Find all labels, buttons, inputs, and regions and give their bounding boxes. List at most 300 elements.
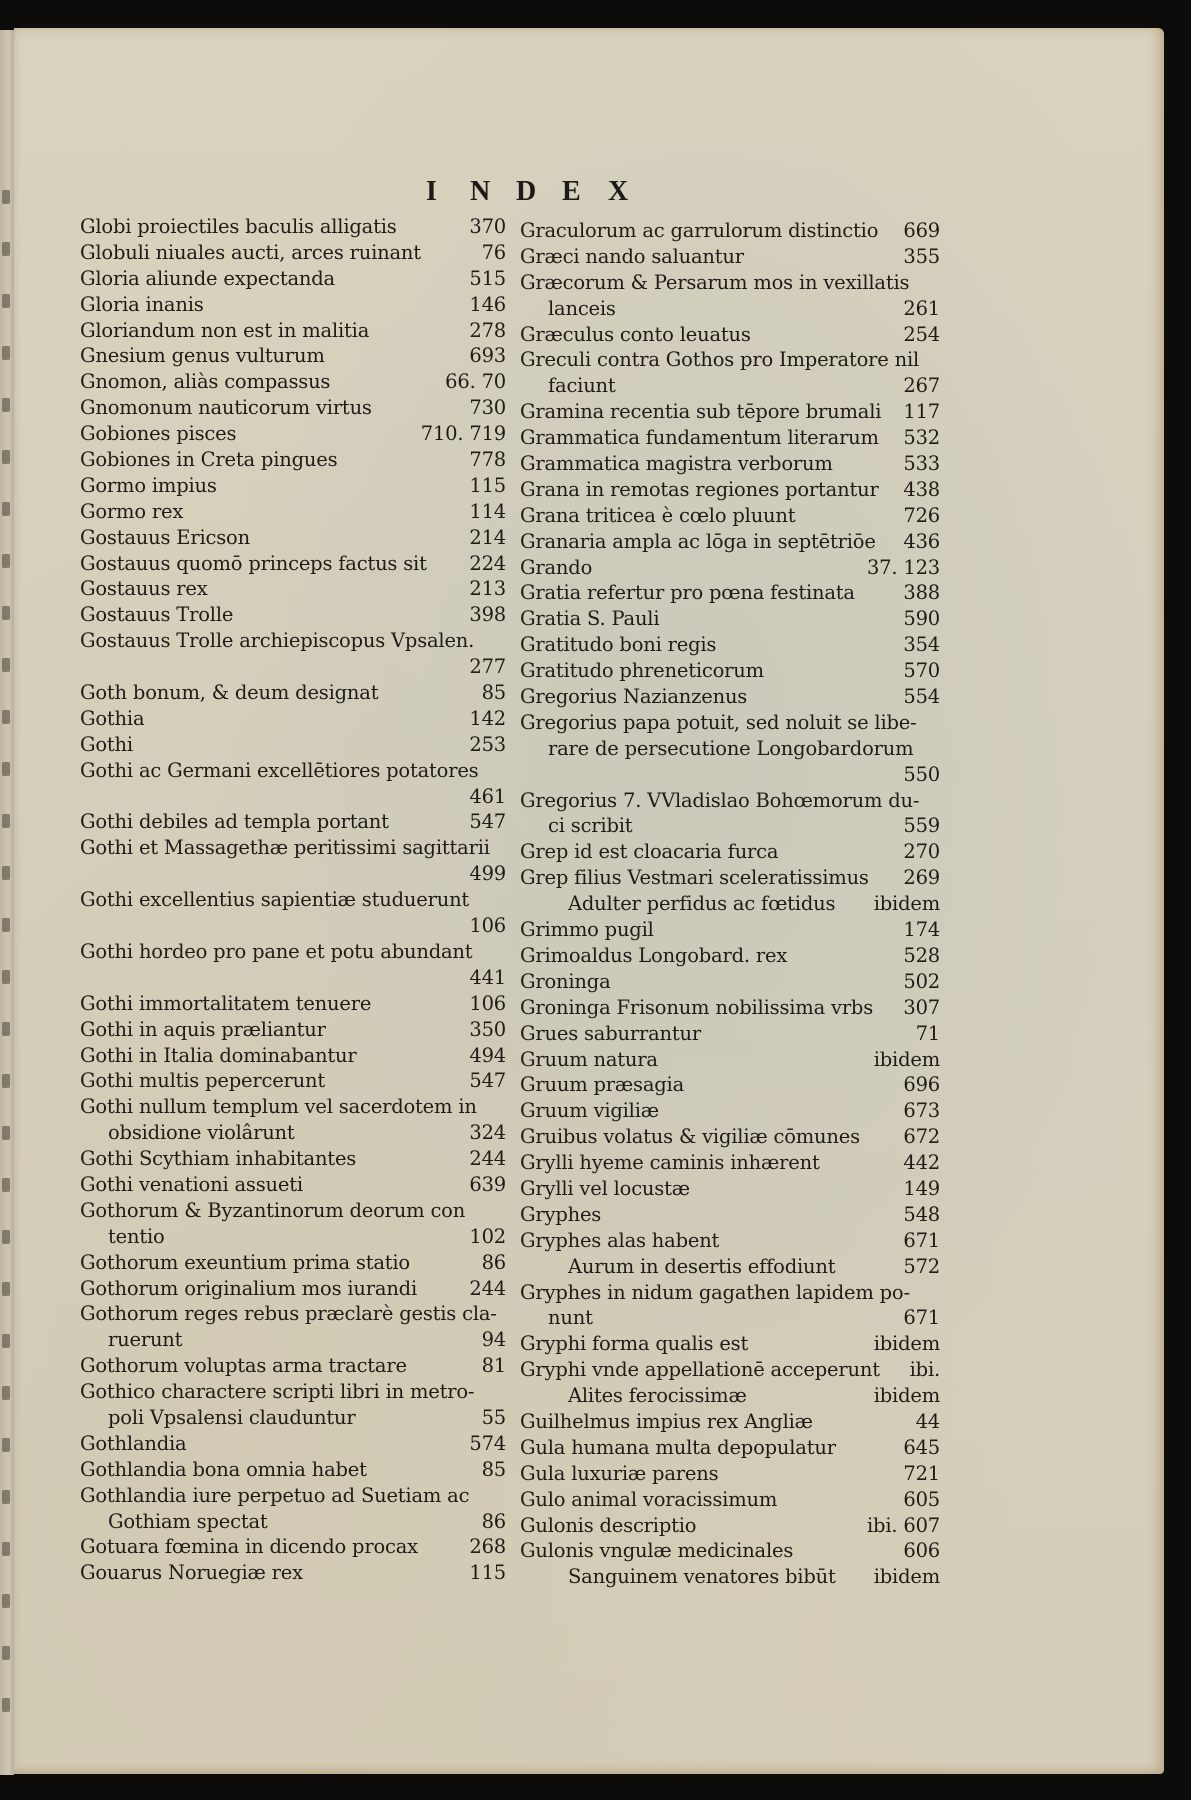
page-reference: 213: [469, 577, 506, 601]
index-entry: [80, 1120, 506, 1146]
index-term: Gothi Scythiam inhabitantes: [80, 1147, 357, 1171]
page-reference: 548: [903, 1202, 940, 1226]
index-term: Gregorius papa potuit, sed noluit se libe-: [520, 710, 917, 734]
bleed-through-mark: [2, 398, 10, 412]
page-reference: 671: [903, 1228, 940, 1252]
page-reference: 605: [903, 1487, 940, 1511]
bleed-through-mark: [2, 1230, 10, 1244]
page-reference: 673: [903, 1099, 940, 1123]
page-reference: 86: [481, 1509, 506, 1533]
index-term: ci scribit: [548, 814, 633, 838]
page-reference: 354: [903, 633, 940, 657]
index-term: Grammatica magistra verborum: [520, 452, 833, 476]
index-term: Gratitudo boni regis: [520, 633, 717, 657]
bleed-through-mark: [2, 1698, 10, 1712]
index-entry: [520, 1513, 940, 1539]
bleed-through-mark: [2, 1126, 10, 1140]
index-entry: [80, 369, 506, 395]
index-column-right: [520, 218, 940, 1590]
index-entry: [520, 270, 940, 296]
index-entry: [520, 736, 940, 762]
index-entry: [520, 969, 940, 995]
index-entry: [80, 1276, 506, 1302]
index-term: Gothlandia bona omnia habet: [80, 1457, 367, 1481]
index-term: Gula luxuriæ parens: [520, 1461, 719, 1485]
index-term: Gregorius Nazianzenus: [520, 685, 748, 709]
index-column-left: [80, 214, 506, 1586]
index-term: Globuli niuales aucti, arces ruinant: [80, 240, 421, 264]
page-reference: 355: [903, 244, 940, 268]
index-term: Gothi immortalitatem tenuere: [80, 991, 372, 1015]
index-entry: [80, 240, 506, 266]
index-entry: [520, 684, 940, 710]
index-entry: [80, 602, 506, 628]
index-entry: [80, 1353, 506, 1379]
index-entry-continuation: [80, 965, 506, 991]
index-entry: [80, 887, 506, 913]
index-entry: [80, 421, 506, 447]
page-reference: 669: [903, 219, 940, 242]
page-reference: 639: [469, 1172, 506, 1196]
index-entry-continuation: [80, 913, 506, 939]
index-entry: [520, 1150, 940, 1176]
running-head-letter: D: [516, 176, 537, 207]
page-reference: 696: [903, 1073, 940, 1097]
page-reference: 224: [469, 551, 506, 575]
page-reference: 499: [469, 862, 506, 886]
index-entry: [520, 917, 940, 943]
index-entry: [80, 499, 506, 525]
index-term: Græcorum & Persarum mos in vexillatis: [520, 270, 910, 294]
index-entry: [80, 266, 506, 292]
index-entry: [80, 1017, 506, 1043]
bleed-through-mark: [2, 606, 10, 620]
page-reference: 253: [469, 732, 506, 756]
bleed-through-mark: [2, 1386, 10, 1400]
index-entry: [80, 1094, 506, 1120]
index-entry: [80, 1509, 506, 1535]
index-term: Gothi debiles ad templa portant: [80, 810, 389, 834]
page-reference: ibidem: [873, 1047, 940, 1071]
page-reference: 149: [903, 1176, 940, 1200]
index-term: Gothlandia iure perpetuo ad Suetiam ac: [80, 1483, 470, 1507]
index-term: Groninga: [520, 969, 611, 993]
index-entry: [80, 758, 506, 784]
index-entry: [520, 1176, 940, 1202]
index-term: Grylli hyeme caminis inhærent: [520, 1151, 820, 1175]
index-term: Gothi in Italia dominabantur: [80, 1043, 357, 1067]
index-entry: [80, 318, 506, 344]
index-term: Gryphes in nidum gagathen lapidem po-: [520, 1280, 910, 1304]
index-entry: [520, 529, 940, 555]
index-term: Græculus conto leuatus: [520, 322, 751, 346]
index-term: Gothorum voluptas arma tractare: [80, 1354, 407, 1378]
page-reference: ibidem: [873, 892, 940, 916]
index-term: Gostauus Trolle archiepiscopus Vpsalen.: [80, 629, 475, 653]
index-entry: [80, 1250, 506, 1276]
page-reference: 76: [481, 240, 506, 264]
index-entry: [80, 1483, 506, 1509]
page-reference: 778: [469, 448, 506, 472]
index-term: Grando: [520, 555, 593, 579]
bleed-through-mark: [2, 762, 10, 776]
page-reference: 572: [903, 1254, 940, 1278]
index-term: Aurum in desertis effodiunt: [568, 1254, 836, 1278]
index-term: Adulter perfidus ac fœtidus: [568, 892, 836, 916]
index-entry: [520, 1124, 940, 1150]
index-entry: [520, 1305, 940, 1331]
index-entry: [520, 1098, 940, 1124]
index-entry: [80, 343, 506, 369]
page-reference: 268: [469, 1535, 506, 1559]
index-entry: [80, 1560, 506, 1586]
index-term: Gruibus volatus & vigiliæ cōmunes: [520, 1125, 860, 1149]
index-entry: [520, 1409, 940, 1435]
index-entry: [80, 809, 506, 835]
index-entry: [80, 292, 506, 318]
page-reference: 515: [469, 266, 506, 290]
page-reference: 436: [903, 529, 940, 553]
index-entry: [80, 1431, 506, 1457]
page-reference: 398: [469, 603, 506, 627]
running-head-letter: N: [470, 176, 491, 207]
index-term: Gryphes: [520, 1202, 602, 1226]
index-entry: [80, 1327, 506, 1353]
page-reference: 388: [903, 581, 940, 605]
index-term: Gloria inanis: [80, 292, 204, 316]
index-term: Gnesium genus vulturum: [80, 344, 325, 368]
bleed-through-mark: [2, 502, 10, 516]
index-term: Groninga Frisonum nobilissima vrbs: [520, 995, 874, 1019]
bleed-through-mark: [2, 710, 10, 724]
page-reference: 550: [903, 762, 940, 786]
index-entry: [520, 813, 940, 839]
index-entry: [520, 995, 940, 1021]
index-entry: [520, 1021, 940, 1047]
bleed-through-mark: [2, 1542, 10, 1556]
page-reference: ibidem: [873, 1384, 940, 1408]
page-reference: 106: [469, 914, 506, 938]
index-entry: [520, 1202, 940, 1228]
page-reference: ibi. 607: [867, 1513, 940, 1537]
page-reference: 438: [903, 477, 940, 501]
index-term: Grimmo pugil: [520, 918, 654, 942]
index-entry: [80, 551, 506, 577]
bleed-through-mark: [2, 1178, 10, 1192]
page-reference: 269: [903, 866, 940, 890]
index-entry: [80, 395, 506, 421]
index-term: Globi proiectiles baculis alligatis: [80, 215, 397, 238]
index-term: Gryphi vnde appellationē acceperunt: [520, 1358, 880, 1382]
index-term: poli Vpsalensi clauduntur: [108, 1405, 356, 1429]
index-entry: [520, 1357, 940, 1383]
index-term: Gothico charactere scripti libri in metro-: [80, 1380, 475, 1404]
page-reference: 117: [903, 400, 940, 424]
index-entry: [80, 473, 506, 499]
index-entry: [520, 399, 940, 425]
bleed-through-mark: [2, 970, 10, 984]
index-entry: [520, 580, 940, 606]
page-reference: 94: [481, 1328, 506, 1352]
index-term: Grep id est cloacaria furca: [520, 840, 779, 864]
index-entry: [80, 1198, 506, 1224]
index-entry: [80, 1301, 506, 1327]
page-reference: 559: [903, 814, 940, 838]
index-term: Gryphes alas habent: [520, 1228, 720, 1252]
index-entry: [80, 1146, 506, 1172]
index-term: Gloriandum non est in malitia: [80, 318, 370, 342]
index-entry: [520, 1047, 940, 1073]
index-entry: [80, 1405, 506, 1431]
index-entry: [80, 576, 506, 602]
bleed-through-mark: [2, 1594, 10, 1608]
page-reference: 606: [903, 1539, 940, 1563]
index-term: Gothorum & Byzantinorum deorum con: [80, 1198, 466, 1222]
index-entry: [520, 1461, 940, 1487]
index-term: Gothorum originalium mos iurandi: [80, 1276, 418, 1300]
index-term: Gruum natura: [520, 1047, 658, 1071]
index-entry: [80, 991, 506, 1017]
index-term: nunt: [548, 1306, 593, 1330]
index-term: Gothi: [80, 732, 133, 756]
index-entry: [520, 296, 940, 322]
bleed-through-mark: [2, 866, 10, 880]
index-term: Gothorum reges rebus præclarè gestis cla-: [80, 1302, 497, 1326]
index-entry: [520, 1564, 940, 1590]
page-reference: 115: [469, 1561, 506, 1585]
page-reference: 441: [469, 965, 506, 989]
page-reference: 106: [469, 991, 506, 1015]
index-term: Gormo impius: [80, 473, 217, 497]
running-head-letter: X: [608, 176, 629, 207]
page-reference: 254: [903, 322, 940, 346]
page-reference: 270: [903, 840, 940, 864]
index-term: Goth bonum, & deum designat: [80, 681, 379, 705]
index-entry: [520, 555, 940, 581]
index-entry: [80, 1224, 506, 1250]
index-term: Gnomon, aliàs compassus: [80, 370, 331, 394]
index-term: Gothorum exeuntium prima statio: [80, 1250, 410, 1274]
index-entry: [80, 1172, 506, 1198]
index-entry: [80, 1379, 506, 1405]
index-entry: [520, 788, 940, 814]
bleed-through-mark: [2, 1490, 10, 1504]
index-term: Gostauus quomō princeps factus sit: [80, 551, 427, 575]
page-reference: ibidem: [873, 1565, 940, 1589]
running-head-letter: I: [426, 176, 437, 207]
index-entry: [520, 503, 940, 529]
index-entry: [520, 658, 940, 684]
page-reference: 672: [903, 1125, 940, 1149]
index-entry: [520, 1383, 940, 1409]
index-term: Gothi excellentius sapientiæ studuerunt: [80, 888, 470, 912]
bleed-through-mark: [2, 918, 10, 932]
bleed-through-mark: [2, 450, 10, 464]
page-reference: 370: [469, 215, 506, 238]
page-reference: 81: [481, 1354, 506, 1378]
index-term: Gormo rex: [80, 499, 184, 523]
page-reference: 277: [469, 655, 506, 679]
index-entry: [520, 1538, 940, 1564]
index-term: Gratia refertur pro pœna festinata: [520, 581, 855, 605]
index-term: Gothlandia: [80, 1431, 187, 1455]
page-reference: 55: [481, 1405, 506, 1429]
index-term: Gothi ac Germani excellētiores potatores: [80, 758, 479, 782]
index-term: Gruum præsagia: [520, 1073, 685, 1097]
index-entry: [80, 525, 506, 551]
index-term: ruerunt: [108, 1328, 183, 1352]
index-term: Gothi venationi assueti: [80, 1172, 303, 1196]
index-entry: [520, 477, 940, 503]
page-reference: 142: [469, 706, 506, 730]
index-entry: [520, 373, 940, 399]
index-entry: [520, 865, 940, 891]
index-entry: [80, 1457, 506, 1483]
page-reference: 86: [481, 1250, 506, 1274]
index-term: Gulonis descriptio: [520, 1513, 697, 1537]
index-entry: [520, 710, 940, 736]
page-reference: 71: [915, 1021, 940, 1045]
index-entry: [80, 835, 506, 861]
index-term: Gothi nullum templum vel sacerdotem in: [80, 1095, 477, 1119]
page-reference: 85: [481, 681, 506, 705]
page-reference: 244: [469, 1276, 506, 1300]
page-reference: 278: [469, 318, 506, 342]
index-term: Grues saburrantur: [520, 1021, 702, 1045]
bleed-through-mark: [2, 190, 10, 204]
bleed-through-mark: [2, 1334, 10, 1348]
index-term: lanceis: [548, 296, 616, 320]
index-term: Grylli vel locustæ: [520, 1176, 690, 1200]
page-reference: 267: [903, 374, 940, 398]
page-reference: 37. 123: [866, 555, 940, 579]
index-term: Gostauus Ericson: [80, 525, 250, 549]
index-entry: [80, 1534, 506, 1560]
index-entry: [520, 218, 940, 244]
bleed-through-mark: [2, 242, 10, 256]
index-entry: [520, 1280, 940, 1306]
bleed-through-mark: [2, 1022, 10, 1036]
index-term: Gostauus Trolle: [80, 603, 234, 627]
index-term: Gnomonum nauticorum virtus: [80, 396, 372, 420]
bleed-through-mark: [2, 1438, 10, 1452]
index-term: Gratitudo phreneticorum: [520, 659, 764, 683]
page-reference: 85: [481, 1457, 506, 1481]
index-entry: [80, 680, 506, 706]
index-entry: [520, 322, 940, 348]
page-reference: 244: [469, 1147, 506, 1171]
index-term: Gobiones pisces: [80, 422, 237, 446]
index-term: Gothi hordeo pro pane et potu abundant: [80, 939, 473, 963]
index-term: Gruum vigiliæ: [520, 1099, 659, 1123]
page-reference: 102: [469, 1224, 506, 1248]
index-entry: [520, 1072, 940, 1098]
page-reference: 547: [469, 810, 506, 834]
index-entry: [80, 939, 506, 965]
page-reference: 442: [903, 1151, 940, 1175]
index-term: Gothiam spectat: [108, 1509, 268, 1533]
index-entry-continuation: [520, 762, 940, 788]
page-reference: ibidem: [873, 1332, 940, 1356]
index-entry: [520, 1331, 940, 1357]
page-reference: 528: [903, 943, 940, 967]
index-entry: [80, 1043, 506, 1069]
page-reference: 574: [469, 1431, 506, 1455]
bleed-through-mark: [2, 1282, 10, 1296]
page-reference: 533: [903, 452, 940, 476]
bleed-through-mark: [2, 814, 10, 828]
index-term: tentio: [108, 1224, 165, 1248]
index-term: faciunt: [548, 374, 616, 398]
index-entry-continuation: [80, 654, 506, 680]
index-term: obsidione violârunt: [108, 1121, 295, 1145]
index-term: Gobiones in Creta pingues: [80, 448, 338, 472]
index-entry: [520, 1228, 940, 1254]
page-reference: 570: [903, 659, 940, 683]
page-reference: 261: [903, 296, 940, 320]
page-reference: 554: [903, 685, 940, 709]
index-term: Gothia: [80, 706, 145, 730]
page-reference: 502: [903, 969, 940, 993]
index-term: Greculi contra Gothos pro Imperatore nil: [520, 348, 920, 372]
page-reference: 693: [469, 344, 506, 368]
index-term: Gostauus rex: [80, 577, 208, 601]
index-entry: [520, 1435, 940, 1461]
index-term: Græci nando saluantur: [520, 244, 744, 268]
index-entry: [520, 244, 940, 270]
index-entry: [520, 451, 940, 477]
index-term: Gouarus Noruegiæ rex: [80, 1561, 303, 1585]
index-term: Gloria aliunde expectanda: [80, 266, 335, 290]
index-term: Alites ferocissimæ: [568, 1384, 747, 1408]
index-term: Granaria ampla ac lōga in septētriōe: [520, 529, 876, 553]
index-term: Sanguinem venatores bibūt: [568, 1565, 836, 1589]
index-entry: [520, 347, 940, 373]
index-entry: [80, 1068, 506, 1094]
page-reference: 350: [469, 1017, 506, 1041]
page-reference: 461: [469, 784, 506, 808]
index-term: rare de persecutione Longobardorum: [548, 736, 914, 760]
page-reference: 726: [903, 503, 940, 527]
index-term: Gramina recentia sub tēpore brumali: [520, 400, 882, 424]
page-reference: 494: [469, 1043, 506, 1067]
page-reference: ibi.: [909, 1358, 940, 1382]
index-term: Gryphi forma qualis est: [520, 1332, 749, 1356]
index-entry: [80, 732, 506, 758]
page-reference: 115: [469, 473, 506, 497]
index-entry-continuation: [80, 861, 506, 887]
index-entry: [80, 706, 506, 732]
running-head-letter: E: [562, 176, 581, 207]
bleed-through-mark: [2, 658, 10, 672]
facing-page-edge: [0, 30, 14, 1775]
page-reference: 547: [469, 1069, 506, 1093]
index-term: Gulonis vngulæ medicinales: [520, 1539, 794, 1563]
index-entry: [520, 891, 940, 917]
page-reference: 710. 719: [420, 422, 506, 446]
index-entry: [80, 214, 506, 240]
index-term: Gothi in aquis præliantur: [80, 1017, 326, 1041]
book-page: [14, 28, 1164, 1774]
page-reference: 174: [903, 918, 940, 942]
bleed-through-mark: [2, 346, 10, 360]
index-entry: [80, 447, 506, 473]
index-term: Grana in remotas regiones portantur: [520, 477, 879, 501]
index-term: Gratia S. Pauli: [520, 607, 660, 631]
index-term: Gothi multis pepercerunt: [80, 1069, 326, 1093]
index-term: Grammatica fundamentum literarum: [520, 426, 879, 450]
index-term: Grimoaldus Longobard. rex: [520, 943, 788, 967]
